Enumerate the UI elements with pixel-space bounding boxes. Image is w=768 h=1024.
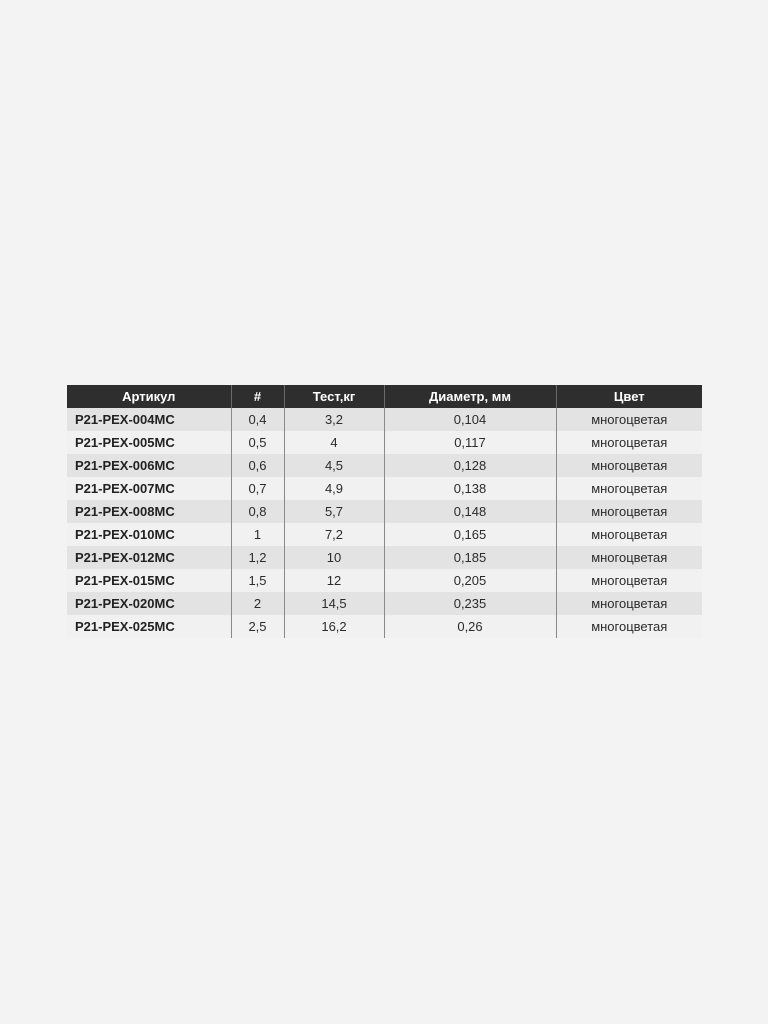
table-row bbox=[67, 431, 702, 454]
cell-test: 4,9 bbox=[284, 477, 384, 500]
table-row bbox=[67, 523, 702, 546]
cell-sku: P21-PEX-025MC bbox=[67, 615, 231, 638]
cell-color: многоцветая bbox=[556, 523, 702, 546]
table-row bbox=[67, 408, 702, 431]
cell-color: многоцветая bbox=[556, 615, 702, 638]
cell-number: 2,5 bbox=[231, 615, 284, 638]
cell-diameter: 0,235 bbox=[384, 592, 556, 615]
cell-diameter: 0,205 bbox=[384, 569, 556, 592]
column-header-sku: Артикул bbox=[67, 385, 231, 408]
cell-test: 14,5 bbox=[284, 592, 384, 615]
column-header-test: Тест,кг bbox=[284, 385, 384, 408]
table-row bbox=[67, 477, 702, 500]
table-row bbox=[67, 546, 702, 569]
cell-color: многоцветая bbox=[556, 454, 702, 477]
cell-number: 1,5 bbox=[231, 569, 284, 592]
cell-sku: P21-PEX-020MC bbox=[67, 592, 231, 615]
table-row bbox=[67, 500, 702, 523]
table-header bbox=[67, 385, 702, 408]
cell-color: многоцветая bbox=[556, 500, 702, 523]
cell-sku: P21-PEX-012MC bbox=[67, 546, 231, 569]
table-row bbox=[67, 569, 702, 592]
cell-diameter: 0,148 bbox=[384, 500, 556, 523]
table-row bbox=[67, 592, 702, 615]
cell-color: многоцветая bbox=[556, 569, 702, 592]
column-header-diameter: Диаметр, мм bbox=[384, 385, 556, 408]
cell-diameter: 0,185 bbox=[384, 546, 556, 569]
cell-diameter: 0,104 bbox=[384, 408, 556, 431]
spec-table bbox=[67, 385, 702, 638]
cell-number: 0,4 bbox=[231, 408, 284, 431]
cell-number: 0,6 bbox=[231, 454, 284, 477]
column-header-color: Цвет bbox=[556, 385, 702, 408]
cell-diameter: 0,117 bbox=[384, 431, 556, 454]
cell-test: 4 bbox=[284, 431, 384, 454]
cell-color: многоцветая bbox=[556, 477, 702, 500]
table-row bbox=[67, 615, 702, 638]
cell-sku: P21-PEX-008MC bbox=[67, 500, 231, 523]
cell-number: 2 bbox=[231, 592, 284, 615]
table-row bbox=[67, 454, 702, 477]
table-body bbox=[67, 408, 702, 638]
cell-test: 4,5 bbox=[284, 454, 384, 477]
cell-sku: P21-PEX-015MC bbox=[67, 569, 231, 592]
cell-test: 12 bbox=[284, 569, 384, 592]
cell-number: 1,2 bbox=[231, 546, 284, 569]
cell-diameter: 0,128 bbox=[384, 454, 556, 477]
header-row bbox=[67, 385, 702, 408]
cell-test: 16,2 bbox=[284, 615, 384, 638]
column-header-number: # bbox=[231, 385, 284, 408]
cell-sku: P21-PEX-010MC bbox=[67, 523, 231, 546]
cell-test: 7,2 bbox=[284, 523, 384, 546]
cell-color: многоцветая bbox=[556, 592, 702, 615]
cell-test: 10 bbox=[284, 546, 384, 569]
cell-test: 3,2 bbox=[284, 408, 384, 431]
cell-sku: P21-PEX-006MC bbox=[67, 454, 231, 477]
cell-number: 0,5 bbox=[231, 431, 284, 454]
cell-diameter: 0,165 bbox=[384, 523, 556, 546]
cell-color: многоцветая bbox=[556, 408, 702, 431]
cell-number: 0,7 bbox=[231, 477, 284, 500]
cell-color: многоцветая bbox=[556, 431, 702, 454]
cell-diameter: 0,26 bbox=[384, 615, 556, 638]
cell-number: 1 bbox=[231, 523, 284, 546]
cell-diameter: 0,138 bbox=[384, 477, 556, 500]
cell-sku: P21-PEX-005MC bbox=[67, 431, 231, 454]
cell-test: 5,7 bbox=[284, 500, 384, 523]
cell-sku: P21-PEX-004MC bbox=[67, 408, 231, 431]
cell-number: 0,8 bbox=[231, 500, 284, 523]
cell-sku: P21-PEX-007MC bbox=[67, 477, 231, 500]
cell-color: многоцветая bbox=[556, 546, 702, 569]
